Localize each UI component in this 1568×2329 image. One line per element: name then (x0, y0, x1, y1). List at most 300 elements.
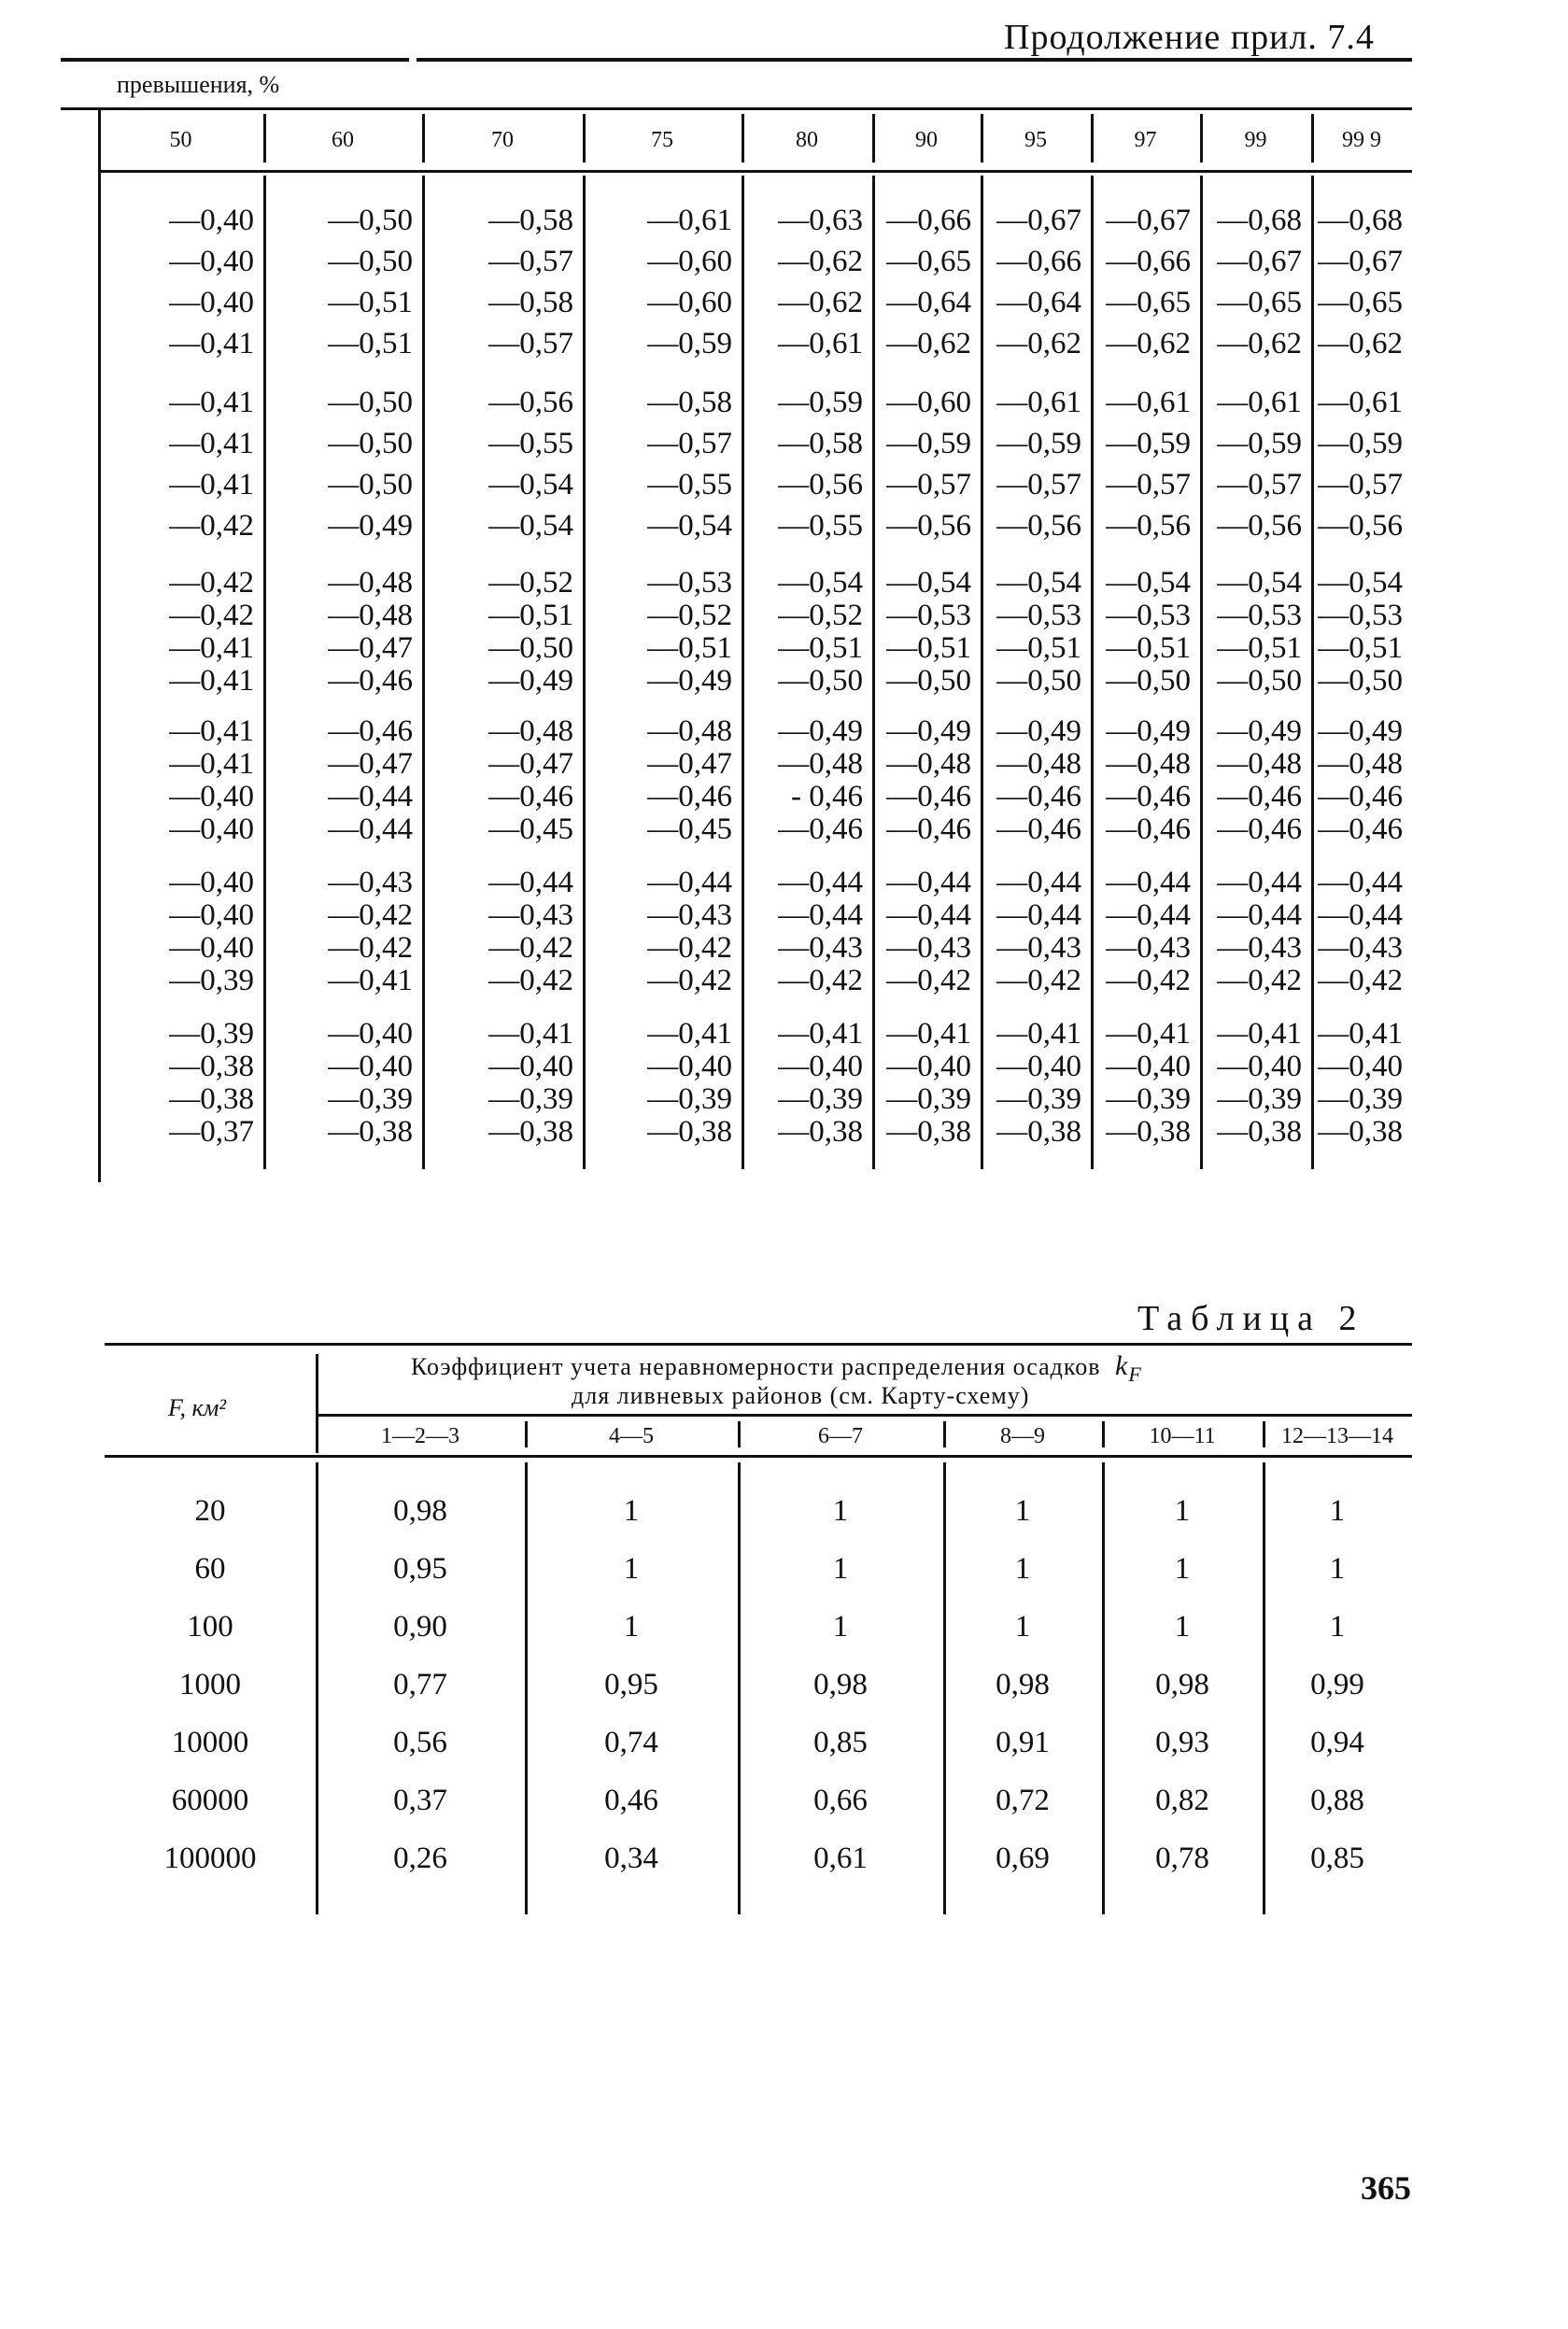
table2-area-cell: 100000 (163, 1842, 257, 1875)
table1-cell: —0,42 (1217, 964, 1302, 997)
table1-cell: —0,62 (1106, 327, 1191, 360)
table1-cell: —0,41 (1318, 1017, 1403, 1051)
table1-cell: —0,40 (328, 1017, 413, 1051)
table1-cell: —0,48 (778, 747, 863, 781)
table1-cell: —0,38 (996, 1115, 1081, 1149)
table1-cell: —0,48 (488, 714, 573, 748)
table1-cell: —0,40 (1217, 1050, 1302, 1083)
table1-cell: —0,40 (1318, 1050, 1403, 1083)
table1-cell: —0,61 (778, 327, 863, 360)
table1-cell: —0,38 (778, 1115, 863, 1149)
table1-column-header: 99 (1244, 128, 1267, 152)
table1-cell: —0,59 (886, 427, 971, 460)
table2-title: Таблица 2 (1137, 1299, 1365, 1338)
table1-cell: —0,40 (488, 1050, 573, 1083)
table1-cell: —0,67 (996, 204, 1081, 237)
table1-cell: —0,38 (169, 1050, 254, 1083)
table1-cell: —0,39 (1318, 1082, 1403, 1116)
table1-cell: —0,42 (1106, 964, 1191, 997)
table1-cell: —0,44 (778, 898, 863, 932)
coefficient-header-text: Коэффициент учета неравномерности распределения осадков (411, 1353, 1101, 1380)
table1-cell: —0,42 (647, 931, 732, 965)
table2-coefficient-cell: 1 (1174, 1610, 1191, 1644)
table1-cell: —0,41 (169, 664, 254, 698)
table1-cell: —0,40 (169, 898, 254, 932)
table1-cell: —0,62 (1318, 327, 1403, 360)
table1-cell: —0,44 (1106, 866, 1191, 899)
table1-cell: —0,39 (169, 1017, 254, 1051)
table1-cell: —0,58 (647, 386, 732, 419)
table1-cell: —0,41 (647, 1017, 732, 1051)
table2-area-cell: 60 (194, 1552, 226, 1586)
table1-cell: —0,39 (488, 1082, 573, 1116)
table1-cell: —0,51 (328, 327, 413, 360)
table2-coefficient-cell: 0,34 (604, 1842, 658, 1875)
table1-cell: —0,48 (647, 714, 732, 748)
table1-cell: —0,62 (778, 245, 863, 278)
table1-cell: —0,41 (169, 468, 254, 501)
table1-cell: —0,42 (328, 931, 413, 965)
table1-cell: —0,41 (169, 327, 254, 360)
coefficient-symbol-letter: k (1115, 1350, 1129, 1381)
table2-coefficient-cell: 0,37 (393, 1784, 447, 1817)
table1-cell: —0,43 (996, 931, 1081, 965)
table1-cell: —0,46 (1318, 780, 1403, 813)
table1-cell: —0,50 (328, 427, 413, 460)
table1-cell: —0,50 (328, 204, 413, 237)
table1-cell: —0,41 (169, 714, 254, 748)
table1-cell: —0,64 (996, 286, 1081, 319)
table1-cell: —0,53 (1318, 599, 1403, 632)
table2-coefficient-cell: 0,95 (393, 1552, 447, 1586)
table1-cell: —0,54 (886, 566, 971, 600)
table1-cell: —0,42 (1318, 964, 1403, 997)
table1-cell: —0,43 (886, 931, 971, 965)
table2-area-cell: 60000 (171, 1784, 249, 1817)
table2-coefficient-cell: 0,74 (604, 1726, 658, 1759)
exceedance-label: превышения, % (117, 71, 280, 98)
table1-cell: —0,57 (996, 468, 1081, 501)
table1-cell: —0,43 (647, 898, 732, 932)
table1-cell: —0,40 (996, 1050, 1081, 1083)
table1-cell: —0,48 (1106, 747, 1191, 781)
table2-district-header: 10—11 (1149, 1424, 1216, 1448)
table1-cell: —0,40 (169, 780, 254, 813)
table1-cell: —0,54 (778, 566, 863, 600)
table2-coefficient-cell: 0,72 (996, 1784, 1050, 1817)
table1-cell: —0,48 (996, 747, 1081, 781)
table1-cell: —0,40 (169, 245, 254, 278)
table2-coefficient-cell: 0,78 (1155, 1842, 1209, 1875)
table2-coefficient-cell: 1 (1329, 1610, 1346, 1644)
table1-cell: —0,38 (1217, 1115, 1302, 1149)
table1-cell: —0,48 (328, 566, 413, 600)
table1-column-header: 70 (491, 128, 514, 152)
table2-coefficient-cell: 1 (832, 1610, 849, 1644)
table1-cell: —0,44 (1217, 898, 1302, 932)
table1-cell: —0,50 (328, 386, 413, 419)
table2-area-cell: 20 (194, 1494, 226, 1528)
table1-cell: —0,54 (647, 509, 732, 543)
table1-cell: —0,44 (996, 866, 1081, 899)
table1-cell: —0,57 (886, 468, 971, 501)
table2-coefficient-cell: 0,94 (1310, 1726, 1364, 1759)
table1-cell: —0,41 (1217, 1017, 1302, 1051)
table1-cell: —0,66 (1106, 245, 1191, 278)
page-number: 365 (1361, 2169, 1411, 2207)
table2-district-header: 12—13—14 (1281, 1424, 1393, 1448)
table1-cell: —0,56 (488, 386, 573, 419)
table2-coefficient-cell: 1 (1014, 1494, 1031, 1528)
table1-cell: —0,57 (1318, 468, 1403, 501)
table1-cell: —0,46 (1217, 812, 1302, 846)
table1-cell: —0,39 (778, 1082, 863, 1116)
table1-cell: —0,59 (1106, 427, 1191, 460)
table1-cell: —0,59 (996, 427, 1081, 460)
table1-cell: —0,51 (778, 631, 863, 665)
table1-cell: —0,44 (886, 866, 971, 899)
table1-cell: —0,55 (778, 509, 863, 543)
table1-column-header: 90 (915, 128, 938, 152)
table1-cell: —0,49 (1217, 714, 1302, 748)
table1-cell: —0,41 (169, 427, 254, 460)
table1-cell: —0,44 (328, 780, 413, 813)
table1-cell: —0,51 (328, 286, 413, 319)
table1-cell: —0,43 (1217, 931, 1302, 965)
table2-coefficient-cell: 0,77 (393, 1668, 447, 1701)
table1-cell: —0,54 (1318, 566, 1403, 600)
table1-cell: —0,41 (886, 1017, 971, 1051)
table1-cell: —0,51 (996, 631, 1081, 665)
table1-cell: —0,53 (647, 566, 732, 600)
table2-area-cell: 1000 (179, 1668, 241, 1701)
table1-cell: —0,43 (1106, 931, 1191, 965)
table1-cell: —0,51 (886, 631, 971, 665)
table2-district-header: 4—5 (609, 1424, 654, 1448)
table2-coefficient-cell: 0,88 (1310, 1784, 1364, 1817)
table1-cell: —0,46 (1106, 812, 1191, 846)
table2-coefficient-cell: 0,99 (1310, 1668, 1364, 1701)
table1-cell: —0,58 (488, 286, 573, 319)
table2-coefficient-cell: 1 (832, 1494, 849, 1528)
table1-cell: —0,40 (169, 931, 254, 965)
table1-cell: —0,46 (996, 780, 1081, 813)
table1-cell: —0,53 (886, 599, 971, 632)
table2-coefficient-cell: 1 (1174, 1494, 1191, 1528)
table1-cell: —0,50 (328, 468, 413, 501)
table1-cell: —0,64 (886, 286, 971, 319)
table1-cell: —0,65 (1106, 286, 1191, 319)
table1-cell: —0,51 (1217, 631, 1302, 665)
table1-cell: —0,40 (169, 866, 254, 899)
table2-coefficient-cell: 0,56 (393, 1726, 447, 1759)
table1-cell: —0,52 (647, 599, 732, 632)
table1-cell: —0,38 (1318, 1115, 1403, 1149)
table1-cell: —0,51 (1318, 631, 1403, 665)
table1-cell: —0,38 (328, 1115, 413, 1149)
table1-cell: —0,61 (1318, 386, 1403, 419)
table1-cell: —0,52 (778, 599, 863, 632)
table1-cell: —0,57 (488, 327, 573, 360)
table1-cell: —0,49 (778, 714, 863, 748)
table1-cell: —0,44 (328, 812, 413, 846)
table1-cell: —0,50 (1318, 664, 1403, 698)
table1-cell: —0,46 (996, 812, 1081, 846)
table1-cell: —0,66 (886, 204, 971, 237)
table1-cell: —0,67 (1318, 245, 1403, 278)
table1-column-header: 75 (651, 128, 673, 152)
table1-cell: —0,41 (169, 386, 254, 419)
table1-cell: —0,37 (169, 1115, 254, 1149)
table1-cell: —0,57 (1217, 468, 1302, 501)
table1-cell: —0,44 (488, 866, 573, 899)
table1-cell: —0,41 (328, 964, 413, 997)
table1-cell: —0,42 (886, 964, 971, 997)
table2-coefficient-cell: 0,26 (393, 1842, 447, 1875)
table1-column-header: 97 (1134, 128, 1157, 152)
table1-cell: —0,40 (169, 812, 254, 846)
table1-cell: —0,45 (647, 812, 732, 846)
table1-cell: —0,61 (647, 204, 732, 237)
table1-cell: —0,46 (328, 714, 413, 748)
table1-cell: —0,55 (488, 427, 573, 460)
table1-cell: —0,46 (328, 664, 413, 698)
table1-cell: —0,44 (996, 898, 1081, 932)
table1-cell: —0,47 (328, 631, 413, 665)
table1-cell: —0,46 (488, 780, 573, 813)
table1-cell: —0,39 (1106, 1082, 1191, 1116)
table1-cell: —0,63 (778, 204, 863, 237)
table2-coefficient-cell: 0,98 (813, 1668, 868, 1701)
table1-cell: —0,46 (886, 812, 971, 846)
table2-area-cell: 100 (187, 1610, 233, 1644)
table1-cell: —0,50 (328, 245, 413, 278)
table1-cell: —0,45 (488, 812, 573, 846)
table1-cell: —0,67 (1217, 245, 1302, 278)
table1-cell: —0,65 (1318, 286, 1403, 319)
table1-cell: —0,39 (996, 1082, 1081, 1116)
table1-cell: —0,40 (778, 1050, 863, 1083)
table1-cell: —0,49 (647, 664, 732, 698)
table1-cell: —0,65 (886, 245, 971, 278)
table2-coefficient-cell: 0,98 (393, 1494, 447, 1528)
table1-cell: —0,40 (886, 1050, 971, 1083)
table1-cell: —0,46 (886, 780, 971, 813)
table1-cell: —0,40 (169, 204, 254, 237)
table1-cell: —0,59 (778, 386, 863, 419)
table1-cell: —0,44 (886, 898, 971, 932)
table1-cell: —0,40 (169, 286, 254, 319)
continuation-title: Продолжение прил. 7.4 (1004, 18, 1375, 57)
table1-column-header: 60 (332, 128, 354, 152)
table1-cell: —0,47 (488, 747, 573, 781)
table1-cell: —0,41 (488, 1017, 573, 1051)
table2-coefficient-cell: 1 (1174, 1552, 1191, 1586)
table1-cell: —0,38 (488, 1115, 573, 1149)
table1-cell: —0,44 (1318, 866, 1403, 899)
table1-cell: —0,49 (1318, 714, 1403, 748)
table1-cell: —0,48 (1318, 747, 1403, 781)
table1-cell: —0,58 (778, 427, 863, 460)
table2-coefficient-cell: 0,95 (604, 1668, 658, 1701)
table2-coefficient-cell: 0,91 (996, 1726, 1050, 1759)
table1-cell: —0,49 (886, 714, 971, 748)
table1-cell: —0,41 (1106, 1017, 1191, 1051)
table1-cell: —0,40 (1106, 1050, 1191, 1083)
table1-cell: —0,40 (328, 1050, 413, 1083)
table2-coefficient-cell: 0,93 (1155, 1726, 1209, 1759)
table1-cell: —0,55 (647, 468, 732, 501)
table1-cell: —0,57 (488, 245, 573, 278)
table1-cell: —0,43 (778, 931, 863, 965)
table2-district-header: 8—9 (1000, 1424, 1045, 1448)
table1-cell: —0,56 (778, 468, 863, 501)
table1-cell: —0,56 (1106, 509, 1191, 543)
table1-cell: —0,54 (996, 566, 1081, 600)
table1-cell: —0,52 (488, 566, 573, 600)
table1-cell: —0,46 (1318, 812, 1403, 846)
table1-cell: —0,39 (1217, 1082, 1302, 1116)
table1-cell: —0,42 (996, 964, 1081, 997)
table1-cell: —0,43 (1318, 931, 1403, 965)
table1-cell: —0,43 (328, 866, 413, 899)
table1-cell: —0,51 (647, 631, 732, 665)
coefficient-header-line2: для ливневых районов (см. Карту-схему) (572, 1382, 1030, 1409)
table1-cell: —0,46 (778, 812, 863, 846)
table1-cell: —0,51 (488, 599, 573, 632)
table1-cell: —0,46 (1106, 780, 1191, 813)
table2-coefficient-cell: 1 (832, 1552, 849, 1586)
table1-cell: —0,53 (1217, 599, 1302, 632)
table2-coefficient-cell: 0,98 (996, 1668, 1050, 1701)
table1-cell: —0,57 (1106, 468, 1191, 501)
table1-cell: —0,50 (488, 631, 573, 665)
table1-cell: —0,53 (1106, 599, 1191, 632)
table1-cell: —0,61 (996, 386, 1081, 419)
f-area-header: F, км² (168, 1394, 227, 1421)
table1-cell: —0,44 (647, 866, 732, 899)
table1-cell: —0,62 (996, 327, 1081, 360)
table1-cell: —0,38 (1106, 1115, 1191, 1149)
table1-cell: —0,56 (886, 509, 971, 543)
table1-cell: —0,44 (1318, 898, 1403, 932)
table1-cell: —0,38 (169, 1082, 254, 1116)
table1-cell: —0,61 (1106, 386, 1191, 419)
table1-cell: - 0,46 (791, 780, 863, 813)
table1-cell: —0,50 (1217, 664, 1302, 698)
table1-cell: —0,42 (488, 964, 573, 997)
table1-cell: —0,42 (169, 566, 254, 600)
table1-cell: —0,41 (169, 747, 254, 781)
table1-cell: —0,58 (488, 204, 573, 237)
table1-cell: —0,54 (488, 468, 573, 501)
table1-cell: —0,60 (886, 386, 971, 419)
table1-cell: —0,62 (886, 327, 971, 360)
table1-cell: —0,59 (1217, 427, 1302, 460)
table1-cell: —0,41 (778, 1017, 863, 1051)
table1-cell: —0,39 (328, 1082, 413, 1116)
table1-cell: —0,53 (996, 599, 1081, 632)
table1-cell: —0,38 (886, 1115, 971, 1149)
table1-column-header: 50 (169, 128, 192, 152)
table1-cell: —0,62 (778, 286, 863, 319)
table1-cell: —0,60 (647, 286, 732, 319)
table1-cell: —0,50 (886, 664, 971, 698)
table1-cell: —0,68 (1318, 204, 1403, 237)
table1-cell: —0,56 (1217, 509, 1302, 543)
table2-coefficient-cell: 1 (1329, 1552, 1346, 1586)
table1-cell: —0,49 (328, 509, 413, 543)
table1-cell: —0,42 (488, 931, 573, 965)
table1-cell: —0,44 (1106, 898, 1191, 932)
table1-cell: —0,48 (328, 599, 413, 632)
table2-coefficient-cell: 0,85 (1310, 1842, 1364, 1875)
table1-cell: —0,50 (996, 664, 1081, 698)
table1-column-header: 99 9 (1342, 128, 1381, 152)
table1-cell: —0,44 (1217, 866, 1302, 899)
coefficient-symbol-subscript: F (1128, 1362, 1142, 1386)
table1-cell: —0,49 (996, 714, 1081, 748)
table1-cell: —0,39 (169, 964, 254, 997)
table2-district-header: 6—7 (818, 1424, 863, 1448)
table1-cell: —0,68 (1217, 204, 1302, 237)
table2-coefficient-cell: 0,69 (996, 1842, 1050, 1875)
table2-coefficient-cell: 1 (1014, 1610, 1031, 1644)
table2-coefficient-cell: 1 (623, 1610, 640, 1644)
table1-cell: —0,48 (886, 747, 971, 781)
table1-cell: —0,61 (1217, 386, 1302, 419)
table1-cell: —0,42 (647, 964, 732, 997)
table1-cell: —0,39 (647, 1082, 732, 1116)
table1-cell: —0,40 (647, 1050, 732, 1083)
table2-district-header: 1—2—3 (381, 1424, 459, 1448)
table2-coefficient-cell: 1 (1014, 1552, 1031, 1586)
table1-cell: —0,51 (1106, 631, 1191, 665)
table1-cell: —0,56 (996, 509, 1081, 543)
table1-cell: —0,67 (1106, 204, 1191, 237)
table1-column-header: 80 (796, 128, 818, 152)
table2-coefficient-cell: 0,98 (1155, 1668, 1209, 1701)
table1-cell: —0,47 (328, 747, 413, 781)
table1-cell: —0,59 (647, 327, 732, 360)
table1-cell: —0,60 (647, 245, 732, 278)
table1-cell: —0,54 (1217, 566, 1302, 600)
table2-area-cell: 10000 (171, 1726, 249, 1759)
table1-cell: —0,44 (778, 866, 863, 899)
table2-coefficient-cell: 0,46 (604, 1784, 658, 1817)
table2-coefficient-cell: 1 (1329, 1494, 1346, 1528)
table1-column-header: 95 (1024, 128, 1047, 152)
table1-cell: —0,66 (996, 245, 1081, 278)
table1-cell: —0,43 (488, 898, 573, 932)
table1-cell: —0,59 (1318, 427, 1403, 460)
table1-cell: —0,42 (778, 964, 863, 997)
table1-cell: —0,62 (1217, 327, 1302, 360)
table1-cell: —0,42 (169, 599, 254, 632)
table2-coefficient-cell: 0,61 (813, 1842, 868, 1875)
table2-coefficient-cell: 0,90 (393, 1610, 447, 1644)
table1-cell: —0,54 (1106, 566, 1191, 600)
table1-cell: —0,57 (647, 427, 732, 460)
table1-cell: —0,38 (647, 1115, 732, 1149)
table2-coefficient-cell: 0,82 (1155, 1784, 1209, 1817)
table1-cell: —0,65 (1217, 286, 1302, 319)
table1-cell: —0,49 (488, 664, 573, 698)
table1-cell: —0,46 (1217, 780, 1302, 813)
table1-cell: —0,42 (328, 898, 413, 932)
table1-cell: —0,46 (647, 780, 732, 813)
table1-cell: —0,48 (1217, 747, 1302, 781)
